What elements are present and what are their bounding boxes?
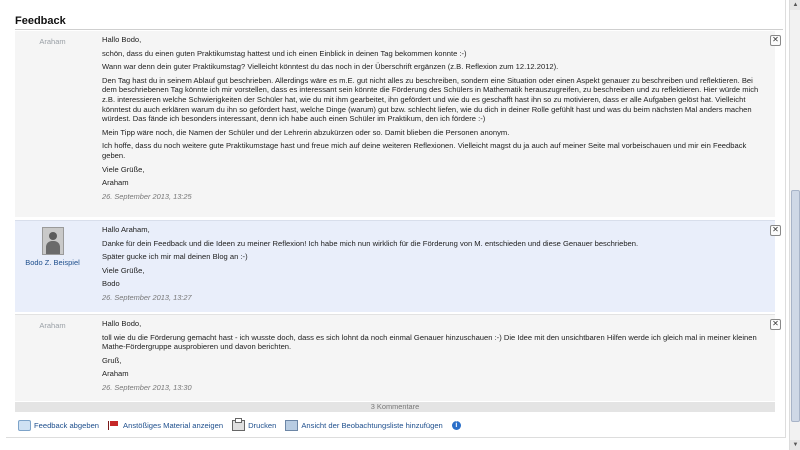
comment-item xyxy=(15,31,779,217)
comment-item xyxy=(15,220,779,312)
comment-date: 26. September 2013, 13:27 xyxy=(102,292,192,302)
avatar[interactable] xyxy=(42,227,64,255)
action-label: Feedback abgeben xyxy=(34,420,100,430)
comment-body xyxy=(102,35,762,201)
comment-body xyxy=(102,225,762,302)
comment-author[interactable]: Araham xyxy=(39,321,66,330)
comment-text: toll wie du die Förderung gemacht hast - ich wusste doch, dass es sich lohnt da noch einmal Genauer hinzuschauen :-) Die Idee mit den unsichtbaren Hilfen werde ich gleich mal in meiner kleinen Mathe-Fördergruppe ausprobieren und davon berichten. xyxy=(102,332,757,352)
comment-author[interactable]: Araham xyxy=(39,37,66,46)
comment-text: Viele Grüße, xyxy=(102,265,145,275)
comment-text: Hallo Bodo, xyxy=(102,319,142,328)
comment-date: 26. September 2013, 13:30 xyxy=(102,382,192,392)
comment-author[interactable]: Bodo Z. Beispiel xyxy=(25,258,80,267)
scroll-up-arrow-icon[interactable]: ▲ xyxy=(790,0,800,10)
print-link[interactable] xyxy=(232,420,276,431)
feedback-icon xyxy=(18,420,31,431)
comment-text: Araham xyxy=(102,178,129,188)
comment-text: Viele Grüße, xyxy=(102,164,145,174)
info-icon[interactable]: i xyxy=(452,421,461,430)
delete-comment-button[interactable]: ✕ xyxy=(770,35,781,46)
action-label: Anstößiges Material anzeigen xyxy=(123,420,224,430)
action-bar xyxy=(18,419,461,431)
flag-icon xyxy=(108,421,120,430)
action-label: Ansicht der Beobachtungsliste hinzufügen xyxy=(301,420,443,430)
comment-text: Mein Tipp wäre noch, die Namen der Schüler und der Lehrerin abzukürzen oder so. Damit blieben die Personen anonym. xyxy=(102,127,510,137)
comment-text: Hallo Bodo, xyxy=(102,35,142,44)
give-feedback-link[interactable] xyxy=(18,420,99,431)
scroll-thumb[interactable] xyxy=(791,190,800,422)
title-divider xyxy=(15,29,783,30)
comment-text: Bodo xyxy=(102,279,120,289)
comment-text: Gruß, xyxy=(102,355,122,365)
watchlist-icon xyxy=(285,420,298,431)
section-title: Feedback xyxy=(15,15,66,27)
vertical-scrollbar[interactable] xyxy=(789,0,800,450)
comment-text: Später gucke ich mir mal deinen Blog an :-) xyxy=(102,252,248,262)
comment-count-bar: 3 Kommentare xyxy=(15,402,775,412)
comment-item xyxy=(15,314,779,401)
comment-text: Hallo Araham, xyxy=(102,225,150,234)
comment-text: Danke für dein Feedback und die Ideen zu meiner Reflexion! Ich habe mich nun wirklich für die Förderung von M. entschieden und diese Genauer beschrieben. xyxy=(102,238,639,248)
add-to-watchlist-link[interactable] xyxy=(285,420,442,431)
comment-body xyxy=(102,319,762,392)
comment-text: Ich hoffe, dass du noch weitere gute Praktikumstage hast und freue mich auf deine weiteren Reflexionen. Vielleicht magst du ja auch auf meiner Seite mal vorbeischauen und mir ein Feedback geben. xyxy=(102,141,747,160)
comment-text: Den Tag hast du in seinem Ablauf gut beschrieben. Allerdings wäre es m.E. gut nicht alles zu beschreiben, sondern eine Situation oder einen Aspekt genauer zu beschreiben und reflektieren. Bei dem beschriebenen Tag könnte ich mir vorstellen, dass es interessant sein könnte die Förderung des Schülers in Mathematik herauszugreifen, zu beschreiben und zu reflektieren. Hier würde mich z.B. interessieren welche Schwierigkeiten der Schüler hat, wie du mit ihm gearbeitet, ihn gefördert und wie du es geschafft hast ihn so zu motivieren, dass er alle Aufgaben gelöst hat. Vielleicht könntest du auch erklären warum du ihn so gefördert hast, welche Dinge (warum) gut bzw. schlecht liefen, wie du dich in deiner Rolle gefühlt hast und was du beim nächsten Mal anders machen würdest. Das fände ich besonders interessant, denn ich habe auch einen Schüler im Praktikum, den ich fördere :-) xyxy=(102,75,759,124)
delete-comment-button[interactable]: ✕ xyxy=(770,319,781,330)
comment-text: Araham xyxy=(102,369,129,379)
comment-text: Wann war denn dein guter Praktikumstag? Vielleicht könntest du das noch in der Überschrift ergänzen (z.B. Reflexion zum 12.12.2012). xyxy=(102,62,559,72)
comment-author-block xyxy=(15,227,90,267)
feedback-panel xyxy=(6,0,786,438)
comment-date: 26. September 2013, 13:25 xyxy=(102,191,192,201)
comment-text: schön, dass du einen guten Praktikumstag hattest und ich einen Einblick in deinen Tag bekommen konnte :-) xyxy=(102,48,467,58)
scroll-down-arrow-icon[interactable]: ▼ xyxy=(790,440,800,450)
printer-icon xyxy=(232,420,245,431)
delete-comment-button[interactable]: ✕ xyxy=(770,225,781,236)
report-objectionable-link[interactable] xyxy=(108,421,223,430)
action-label: Drucken xyxy=(248,420,277,430)
